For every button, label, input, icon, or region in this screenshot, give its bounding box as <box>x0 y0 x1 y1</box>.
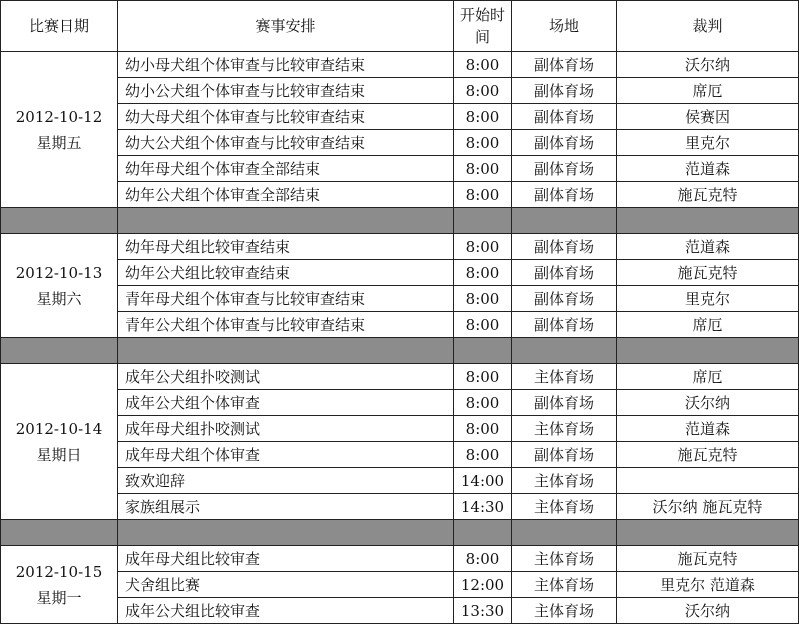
referee-cell: 沃尔纳 <box>617 598 799 624</box>
referee-cell <box>617 468 799 494</box>
event-cell: 幼年公犬组比较审查结束 <box>118 260 454 286</box>
referee-cell: 席厄 <box>617 78 799 104</box>
date-cell <box>1 364 118 520</box>
date-cell <box>1 234 118 338</box>
referee-cell: 沃尔纳 施瓦克特 <box>617 494 799 520</box>
event-cell: 致欢迎辞 <box>118 468 454 494</box>
time-cell: 8:00 <box>454 442 512 468</box>
date-text: 2012-10-13 <box>15 263 103 282</box>
table-row <box>1 78 799 104</box>
time-cell: 8:00 <box>454 182 512 208</box>
venue-cell: 副体育场 <box>512 390 617 416</box>
table-row <box>1 182 799 208</box>
table-row <box>1 260 799 286</box>
venue-cell: 主体育场 <box>512 598 617 624</box>
event-cell: 成年公犬组个体审查 <box>118 390 454 416</box>
separator-row <box>1 520 799 546</box>
table-row <box>1 234 799 260</box>
referee-cell: 里克尔 <box>617 130 799 156</box>
header-venue: 场地 <box>512 1 617 52</box>
header-row <box>1 1 799 52</box>
referee-cell: 范道森 <box>617 156 799 182</box>
event-cell: 青年公犬组个体审查与比较审查结束 <box>118 312 454 338</box>
separator-cell <box>617 520 799 546</box>
venue-cell: 副体育场 <box>512 52 617 78</box>
event-cell: 家族组展示 <box>118 494 454 520</box>
venue-cell: 副体育场 <box>512 130 617 156</box>
venue-cell: 副体育场 <box>512 234 617 260</box>
weekday-text: 星期五 <box>36 133 82 152</box>
time-cell: 14:00 <box>454 468 512 494</box>
separator-cell <box>512 208 617 234</box>
date-cell <box>1 52 118 208</box>
separator-cell <box>454 520 512 546</box>
referee-cell: 沃尔纳 <box>617 52 799 78</box>
table-row <box>1 468 799 494</box>
venue-cell: 主体育场 <box>512 546 617 572</box>
event-cell: 成年公犬组扑咬测试 <box>118 364 454 390</box>
time-cell: 8:00 <box>454 130 512 156</box>
time-cell: 8:00 <box>454 390 512 416</box>
time-cell: 8:00 <box>454 416 512 442</box>
separator-cell <box>617 208 799 234</box>
referee-cell: 席厄 <box>617 312 799 338</box>
venue-cell: 副体育场 <box>512 286 617 312</box>
header-event: 赛事安排 <box>118 1 454 52</box>
event-cell: 幼年母犬组比较审查结束 <box>118 234 454 260</box>
date-text: 2012-10-12 <box>15 107 103 126</box>
separator-row <box>1 208 799 234</box>
header-date: 比赛日期 <box>1 1 118 52</box>
referee-cell: 里克尔 范道森 <box>617 572 799 598</box>
date-cell <box>1 546 118 624</box>
table-row <box>1 312 799 338</box>
time-cell: 8:00 <box>454 156 512 182</box>
time-cell: 8:00 <box>454 104 512 130</box>
event-cell: 幼小公犬组个体审查与比较审查结束 <box>118 78 454 104</box>
separator-cell <box>454 208 512 234</box>
time-cell: 8:00 <box>454 312 512 338</box>
table-row <box>1 572 799 598</box>
table-row <box>1 598 799 624</box>
event-cell: 成年母犬组个体审查 <box>118 442 454 468</box>
event-cell: 成年母犬组扑咬测试 <box>118 416 454 442</box>
separator-cell <box>118 338 454 364</box>
header-time <box>454 1 512 52</box>
date-text: 2012-10-14 <box>15 419 103 438</box>
separator-cell <box>1 338 118 364</box>
event-cell: 幼大母犬组个体审查与比较审查结束 <box>118 104 454 130</box>
event-cell: 幼年公犬组个体审查全部结束 <box>118 182 454 208</box>
referee-cell: 范道森 <box>617 416 799 442</box>
table-row <box>1 416 799 442</box>
table-row <box>1 52 799 78</box>
table-row <box>1 130 799 156</box>
separator-cell <box>617 338 799 364</box>
event-cell: 成年公犬组比较审查 <box>118 598 454 624</box>
table-row <box>1 546 799 572</box>
venue-cell: 主体育场 <box>512 494 617 520</box>
event-cell: 幼年母犬组个体审查全部结束 <box>118 156 454 182</box>
venue-cell: 主体育场 <box>512 468 617 494</box>
time-cell: 8:00 <box>454 234 512 260</box>
separator-row <box>1 338 799 364</box>
time-cell: 12:00 <box>454 572 512 598</box>
table-row <box>1 494 799 520</box>
table-row <box>1 442 799 468</box>
table-row <box>1 286 799 312</box>
time-cell: 8:00 <box>454 286 512 312</box>
venue-cell: 主体育场 <box>512 416 617 442</box>
referee-cell: 侯赛因 <box>617 104 799 130</box>
separator-cell <box>118 520 454 546</box>
separator-cell <box>454 338 512 364</box>
referee-cell: 施瓦克特 <box>617 546 799 572</box>
weekday-text: 星期日 <box>36 445 82 464</box>
separator-cell <box>1 208 118 234</box>
venue-cell: 主体育场 <box>512 572 617 598</box>
time-cell: 8:00 <box>454 546 512 572</box>
venue-cell: 副体育场 <box>512 156 617 182</box>
venue-cell: 副体育场 <box>512 442 617 468</box>
event-cell: 幼小母犬组个体审查与比较审查结束 <box>118 52 454 78</box>
venue-cell: 主体育场 <box>512 364 617 390</box>
referee-cell: 范道森 <box>617 234 799 260</box>
table-row <box>1 364 799 390</box>
separator-cell <box>512 520 617 546</box>
schedule-body <box>1 52 799 624</box>
table-row <box>1 390 799 416</box>
time-cell: 14:30 <box>454 494 512 520</box>
event-cell: 犬舍组比赛 <box>118 572 454 598</box>
time-cell: 13:30 <box>454 598 512 624</box>
header-referee: 裁判 <box>617 1 799 52</box>
referee-cell: 施瓦克特 <box>617 260 799 286</box>
event-cell: 成年母犬组比较审查 <box>118 546 454 572</box>
weekday-text: 星期六 <box>36 289 82 308</box>
event-cell: 青年母犬组个体审查与比较审查结束 <box>118 286 454 312</box>
referee-cell: 施瓦克特 <box>617 442 799 468</box>
venue-cell: 副体育场 <box>512 78 617 104</box>
referee-cell: 施瓦克特 <box>617 182 799 208</box>
referee-cell: 里克尔 <box>617 286 799 312</box>
separator-cell <box>512 338 617 364</box>
time-cell: 8:00 <box>454 52 512 78</box>
table-row <box>1 156 799 182</box>
table-row <box>1 104 799 130</box>
event-cell: 幼大公犬组个体审查与比较审查结束 <box>118 130 454 156</box>
time-cell: 8:00 <box>454 78 512 104</box>
separator-cell <box>1 520 118 546</box>
venue-cell: 副体育场 <box>512 312 617 338</box>
weekday-text: 星期一 <box>36 588 82 607</box>
time-cell: 8:00 <box>454 260 512 286</box>
venue-cell: 副体育场 <box>512 260 617 286</box>
header-time-label: 开始时间 <box>459 6 505 46</box>
date-text: 2012-10-15 <box>15 562 103 581</box>
venue-cell: 副体育场 <box>512 104 617 130</box>
separator-cell <box>118 208 454 234</box>
referee-cell: 沃尔纳 <box>617 390 799 416</box>
time-cell: 8:00 <box>454 364 512 390</box>
referee-cell: 席厄 <box>617 364 799 390</box>
venue-cell: 副体育场 <box>512 182 617 208</box>
